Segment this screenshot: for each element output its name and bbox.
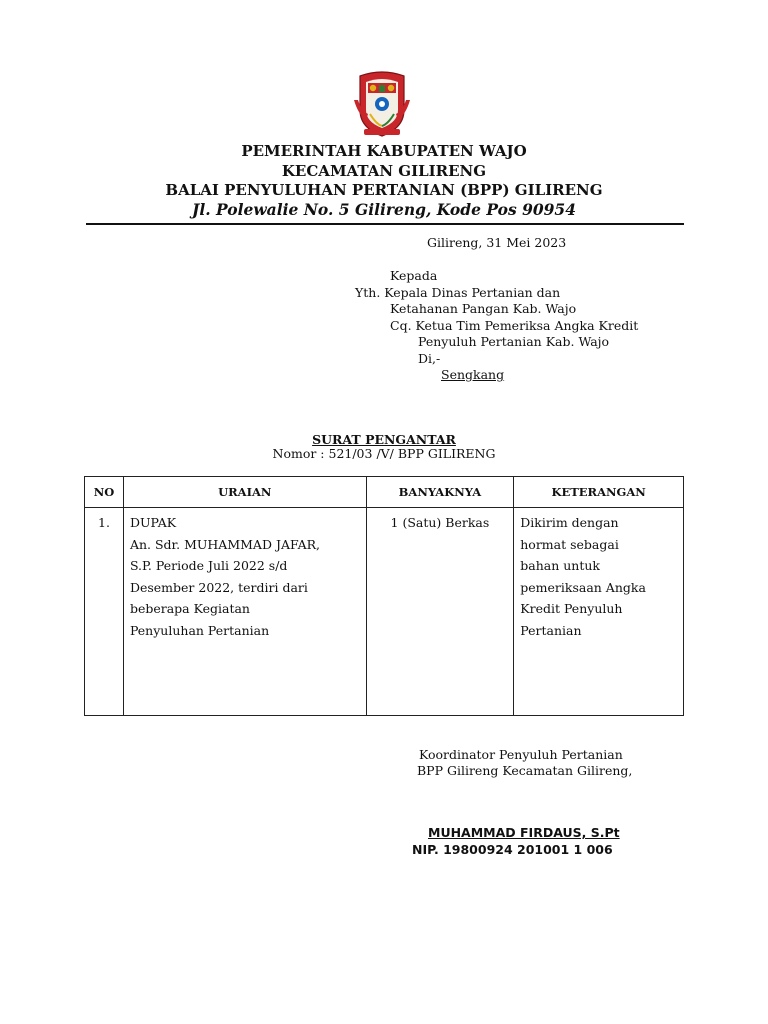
letterhead-office: BALAI PENYULUHAN PERTANIAN (BPP) GILIRENG xyxy=(165,181,603,199)
letterhead-address: Jl. Polewalie No. 5 Gilireng, Kode Pos 90954 xyxy=(192,200,576,219)
header-no: NO xyxy=(85,477,124,508)
signatory-name: MUHAMMAD FIRDAUS, S.Pt xyxy=(428,825,620,840)
cell-banyaknya xyxy=(366,508,514,716)
emblem-core xyxy=(379,101,385,107)
uraian-line: An. Sdr. MUHAMMAD JAFAR, xyxy=(129,536,320,552)
uraian-line: Desember 2022, terdiri dari xyxy=(129,579,308,595)
keterangan-line: bahan untuk xyxy=(520,558,600,573)
banyaknya-value: 1 (Satu) Berkas xyxy=(390,515,490,530)
keterangan-line: Dikirim dengan xyxy=(520,515,619,530)
recipient-city: Sengkang xyxy=(441,367,505,382)
keterangan-line: Pertanian xyxy=(520,622,582,638)
cell-keterangan xyxy=(514,508,684,716)
recipient-kepada: Kepada xyxy=(390,268,438,283)
uraian-line: S.P. Periode Juli 2022 s/d xyxy=(129,558,288,573)
signatory-nip: NIP. 19800924 201001 1 006 xyxy=(412,842,613,857)
recipient-line-5: Di,- xyxy=(418,351,441,366)
header-keterangan: KETERANGAN xyxy=(514,477,684,508)
header-banyaknya: BANYAKNYA xyxy=(366,477,514,508)
cell-uraian xyxy=(123,508,366,716)
recipient-line-3: Cq. Ketua Tim Pemeriksa Angka Kredit xyxy=(390,318,639,333)
letterhead-district: KECAMATAN GILIRENG xyxy=(281,162,487,180)
letterhead-divider xyxy=(86,223,684,225)
letter-title: SURAT PENGANTAR xyxy=(312,432,456,447)
emblem-ribbon xyxy=(364,129,400,135)
signature-title-2: BPP Gilireng Kecamatan Gilireng, xyxy=(417,763,633,778)
recipient-line-1: Yth. Kepala Dinas Pertanian dan xyxy=(355,285,561,300)
keterangan-line: pemeriksaan Angka xyxy=(520,579,646,595)
letterhead-government: PEMERINTAH KABUPATEN WAJO xyxy=(241,142,527,160)
emblem-center-mark xyxy=(379,85,385,92)
uraian-line: beberapa Kegiatan xyxy=(129,601,250,616)
recipient-line-2: Ketahanan Pangan Kab. Wajo xyxy=(390,301,577,316)
emblem-right-ornament xyxy=(388,85,394,91)
keterangan-line: Kredit Penyuluh xyxy=(520,601,623,616)
cell-no xyxy=(85,508,124,716)
table-header-row xyxy=(85,477,684,508)
recipient-line-4: Penyuluh Pertanian Kab. Wajo xyxy=(418,334,610,349)
uraian-line: Penyuluhan Pertanian xyxy=(129,622,270,638)
signature-title-1: Koordinator Penyuluh Pertanian xyxy=(419,747,623,762)
table-row xyxy=(85,508,684,716)
row-number: 1. xyxy=(98,515,110,530)
keterangan-line: hormat sebagai xyxy=(520,536,619,552)
letter-number: Nomor : 521/03 /V/ BPP GILIRENG xyxy=(272,446,496,461)
emblem-left-ornament xyxy=(370,85,376,91)
letter-date: Gilireng, 31 Mei 2023 xyxy=(427,235,567,250)
header-uraian: URAIAN xyxy=(123,477,366,508)
document-table xyxy=(84,476,684,716)
uraian-line: DUPAK xyxy=(129,515,177,530)
regency-emblem xyxy=(352,70,412,140)
